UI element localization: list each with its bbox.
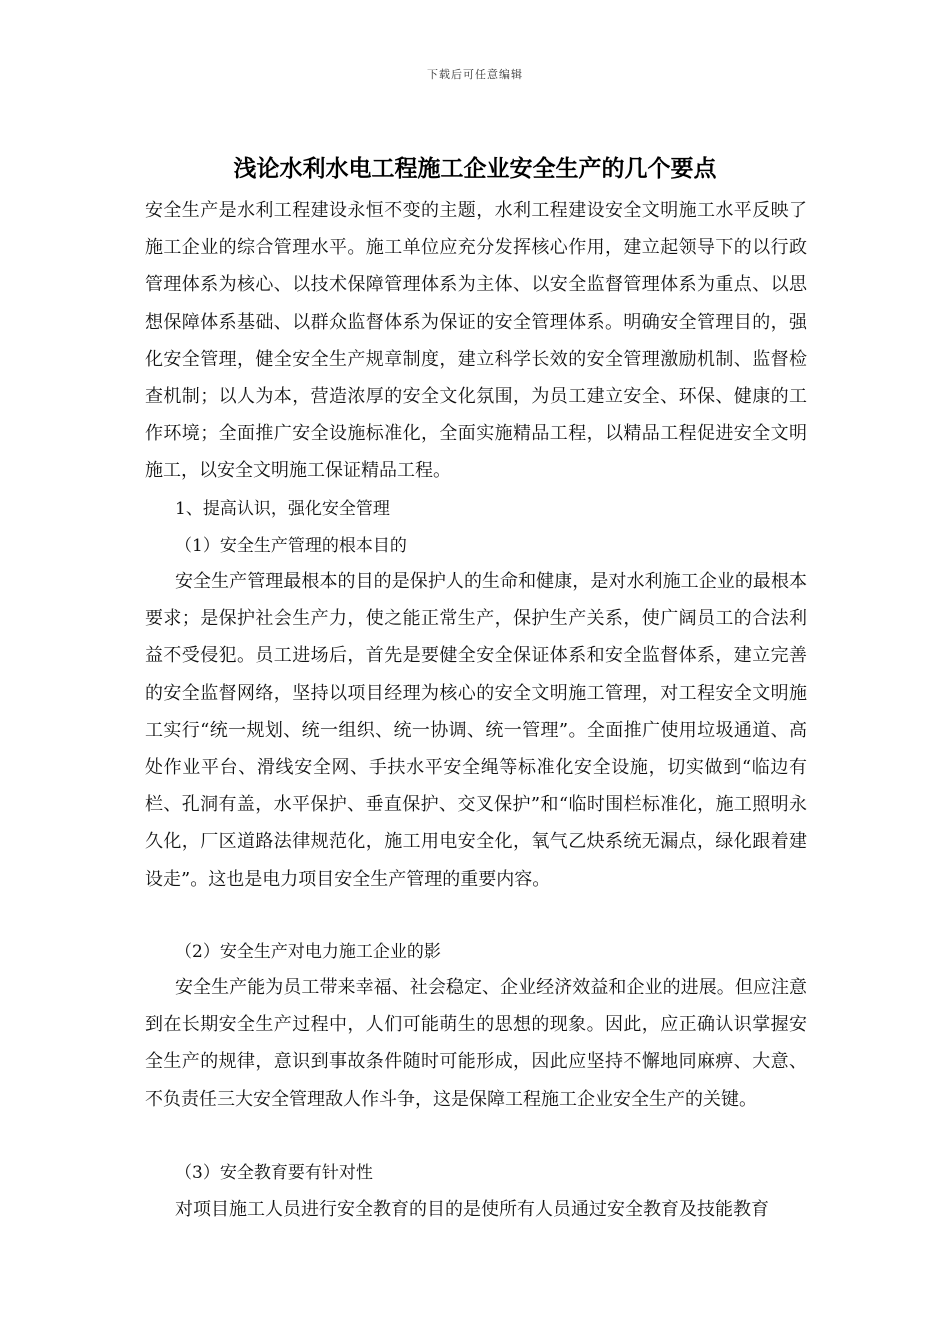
document-title: 浅论水利水电工程施工企业安全生产的几个要点 — [233, 156, 717, 182]
section-heading-1: 1、提高认识，强化安全管理 — [175, 499, 390, 519]
subsection-paragraph-3: 对项目施工人员进行安全教育的目的是使所有人员通过安全教育及技能教育 — [175, 1199, 769, 1220]
intro-paragraph: 安全生产是水利工程建设永恒不变的主题，水利工程建设安全文明施工水平反映了施工企业的综合管理水平。施工单位应充分发挥核心作用，建立起领导下的以行政管理体系为核心、以技术保障管理体系为主体、以安全监督管理体系为重点、以思想保障体系基础、以群众监督体系为保证的安全管理体系。明确安全管理目的，强化安全管理，健全安全生产规章制度，建立科学长效的安全管理激励机制、监督检查机制；以人为本，营造浓厚的安全文化氛围，为员工建立安全、环保、健康的工作环境；全面推广安全设施标准化，全面实施精品工程，以精品工程促进安全文明施工，以安全文明施工保证精品工程。 — [145, 200, 807, 482]
subsection-heading-2: （2）安全生产对电力施工企业的影 — [175, 942, 441, 962]
subsection-heading-3: （3）安全教育要有针对性 — [175, 1163, 373, 1183]
subsection-paragraph-1: 安全生产管理最根本的目的是保护人的生命和健康，是对水利施工企业的最根本要求；是保护社会生产力，使之能正常生产，保护生产关系，使广阔员工的合法利益不受侵犯。员工进场后，首先是要健全安全保证体系和安全监督体系，建立完善的安全监督网络，坚持以项目经理为核心的安全文明施工管理，对工程安全文明施工实行“统一规划、统一组织、统一协调、统一管理”。全面推广使用垃圾通道、高处作业平台、滑线安全网、手扶水平安全绳等标准化安全设施，切实做到“临边有栏、孔洞有盖，水平保护、垂直保护、交叉保护”和“临时围栏标准化，施工照明永久化，厂区道路法律规范化，施工用电安全化，氧气乙炔系统无漏点，绿化跟着建设走”。这也是电力项目安全生产管理的重要内容。 — [145, 571, 807, 890]
subsection-paragraph-2: 安全生产能为员工带来幸福、社会稳定、企业经济效益和企业的进展。但应注意到在长期安全生产过程中，人们可能萌生的思想的现象。因此，应正确认识掌握安全生产的规律，意识到事故条件随时可能形成，因此应坚持不懈地同麻痹、大意、不负责任三大安全管理敌人作斗争，这是保障工程施工企业安全生产的关键。 — [145, 977, 807, 1110]
header-note: 下载后可任意编辑 — [427, 68, 523, 81]
subsection-heading-1: （1）安全生产管理的根本目的 — [175, 536, 407, 556]
